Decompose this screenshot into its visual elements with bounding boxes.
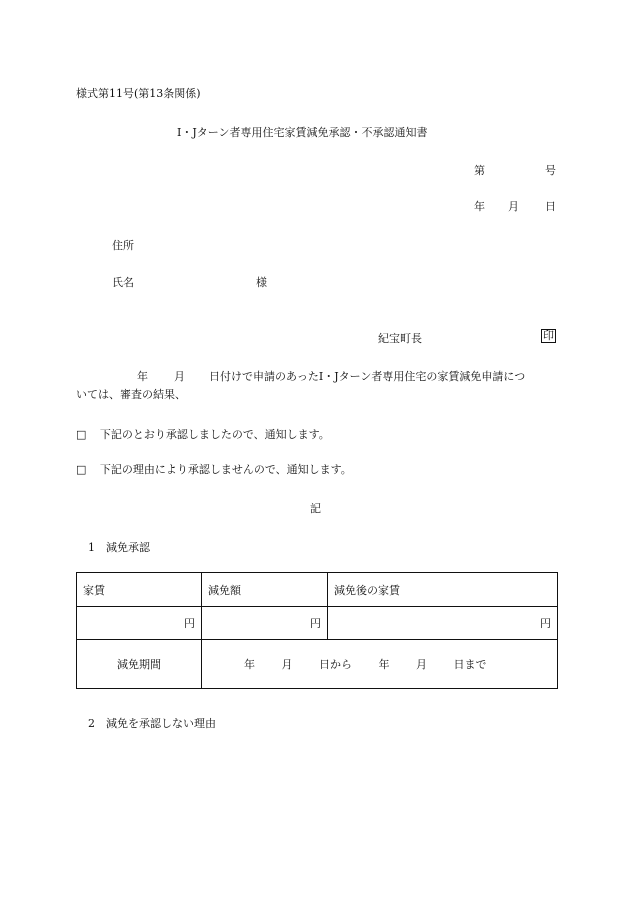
checkbox-approve[interactable]: □ — [76, 428, 87, 441]
period-value-cell[interactable] — [202, 640, 558, 689]
body-text-line1: 日付けで申請のあったI・Jターン者専用住宅の家賃減免申請につ — [209, 370, 526, 383]
honorific: 様 — [256, 276, 267, 289]
period-to-day: 日まで — [453, 658, 487, 671]
table-amount-row — [77, 607, 558, 640]
body-text-line2: いては、審査の結果、 — [76, 388, 186, 401]
name-label: 氏名 — [112, 276, 134, 289]
seal-stamp: 印 — [543, 329, 554, 342]
doc-number-dai: 第 — [474, 164, 485, 177]
period-to-year: 年 — [378, 658, 390, 671]
relief-table — [76, 572, 558, 689]
section2-heading: 2 減免を承認しない理由 — [88, 717, 216, 730]
rent-amount-cell[interactable]: 円 — [77, 607, 202, 640]
reduction-amount-cell[interactable]: 円 — [202, 607, 328, 640]
table-header-row — [77, 573, 558, 607]
form-number: 様式第11号(第13条関係) — [76, 87, 201, 100]
doc-number-go: 号 — [545, 164, 556, 177]
date-year: 年 — [474, 200, 485, 213]
period-from-year: 年 — [244, 658, 255, 671]
body-year: 年 — [137, 370, 148, 383]
seal-mark — [541, 329, 556, 343]
option-reject — [76, 461, 352, 477]
option-approve-text: 下記のとおり承認しましたので、通知します。 — [99, 428, 330, 441]
period-from-month: 月 — [281, 658, 293, 671]
ki-heading: 記 — [310, 502, 321, 515]
section1-heading: 1 減免承認 — [88, 541, 150, 554]
table-period-row — [77, 640, 558, 689]
period-to-month: 月 — [416, 658, 427, 671]
document-title: I・Jターン者専用住宅家賃減免承認・不承認通知書 — [177, 126, 428, 139]
option-reject-text: 下記の理由により承認しませんので、通知します。 — [99, 463, 352, 476]
after-rent-amount-cell[interactable]: 円 — [328, 607, 558, 640]
date-day: 日 — [545, 200, 556, 213]
checkbox-reject[interactable]: □ — [76, 463, 87, 476]
date-month: 月 — [508, 200, 519, 213]
header-rent: 家賃 — [77, 573, 202, 607]
body-month: 月 — [174, 370, 185, 383]
issuer: 紀宝町長 — [378, 332, 422, 345]
period-from-day: 日から — [319, 658, 352, 671]
address-label: 住所 — [112, 239, 134, 252]
header-reduction: 減免額 — [202, 573, 328, 607]
period-label: 減免期間 — [77, 640, 202, 689]
option-approve — [76, 426, 330, 442]
header-after-rent: 減免後の家賃 — [328, 573, 558, 607]
